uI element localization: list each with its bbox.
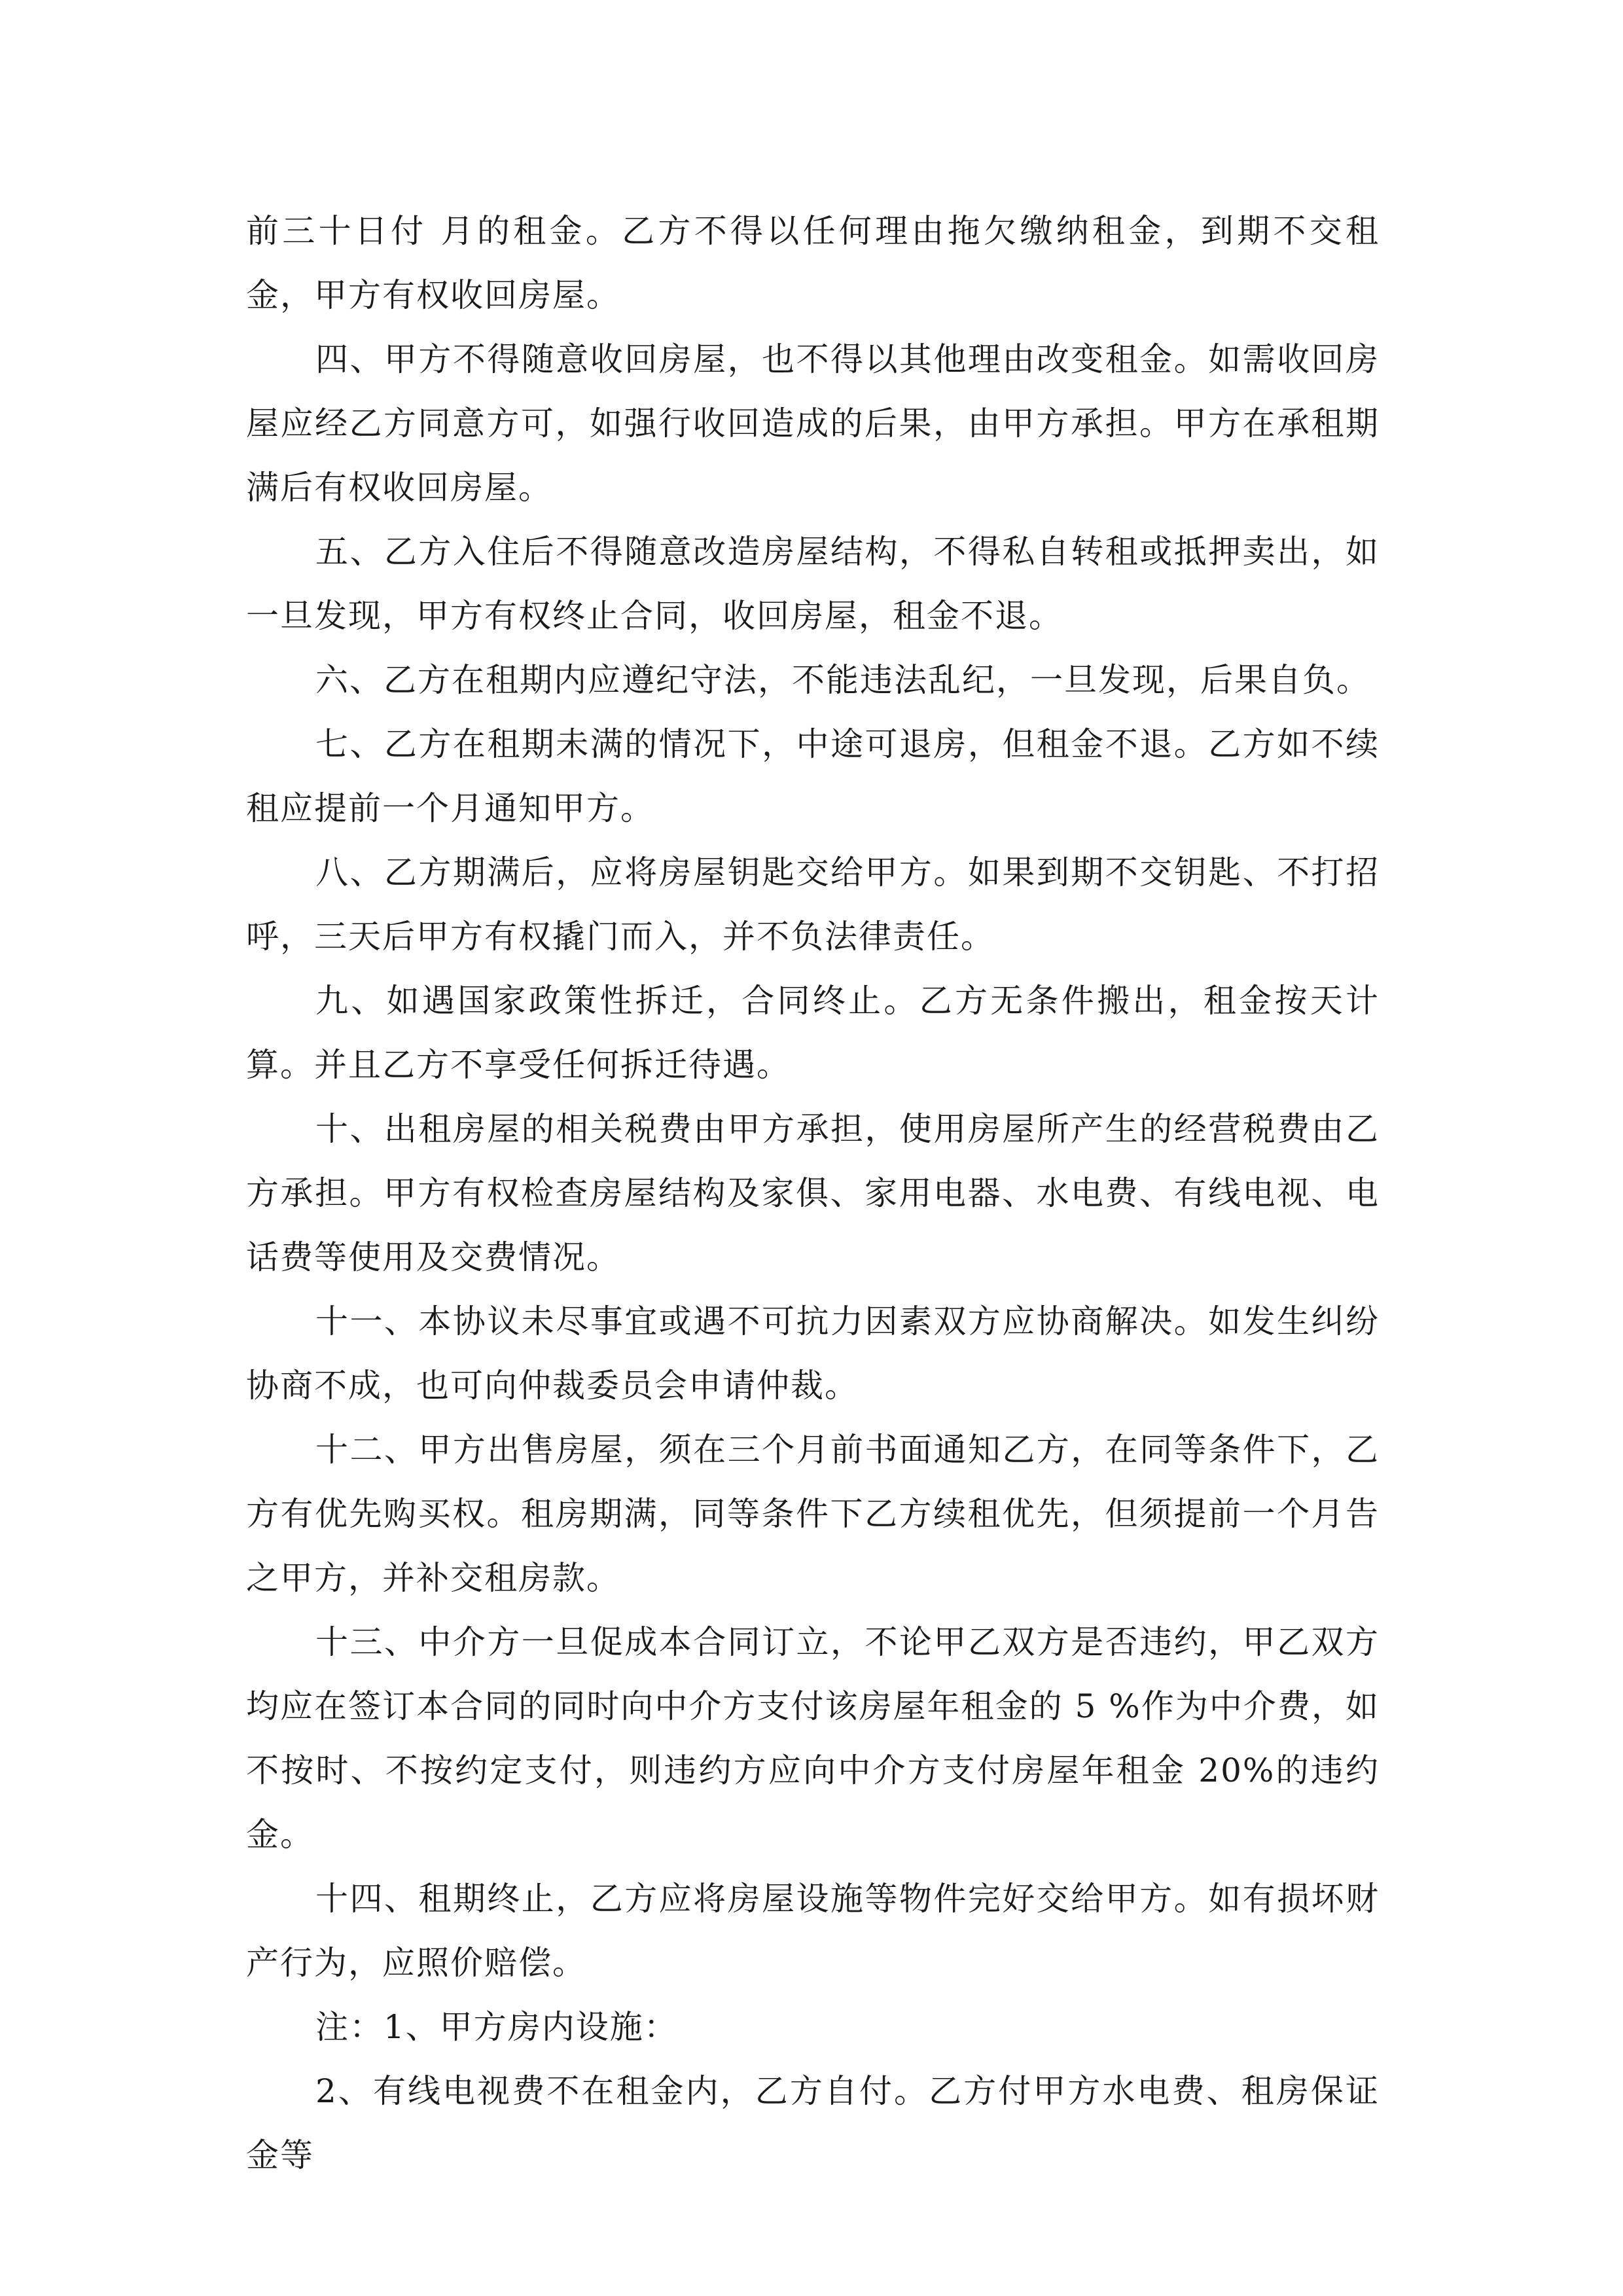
document-body: [246, 199, 1380, 2187]
paragraph-clause-6: 六、乙方在租期内应遵纪守法，不能违法乱纪，一旦发现，后果自负。: [315, 661, 1370, 699]
paragraph-clause-13: 十三、中介方一旦促成本合同订立，不论甲乙双方是否违约，甲乙双方均应在签订本合同的同时向中介方支付该房屋年租金的 5 %作为中介费，如不按时、不按约定支付，则违约方应向中介方支付房屋年租金 20%的违约金。: [246, 1623, 1380, 1854]
paragraph-clause-8: 八、乙方期满后，应将房屋钥匙交给甲方。如果到期不交钥匙、不打招呼，三天后甲方有权撬门而入，并不负法律责任。: [246, 853, 1380, 956]
paragraph-note-2: 2、有线电视费不在租金内，乙方自付。乙方付甲方水电费、租房保证金等: [246, 2072, 1380, 2174]
paragraph-clause-10: 十、出租房屋的相关税费由甲方承担，使用房屋所产生的经营税费由乙方承担。甲方有权检查房屋结构及家俱、家用电器、水电费、有线电视、电话费等使用及交费情况。: [246, 1110, 1380, 1276]
paragraph-clause-9: 九、如遇国家政策性拆迁，合同终止。乙方无条件搬出，租金按天计算。并且乙方不享受任何拆迁待遇。: [246, 982, 1380, 1084]
paragraph-clause-11: 十一、本协议未尽事宜或遇不可抗力因素双方应协商解决。如发生纠纷协商不成，也可向仲裁委员会申请仲裁。: [246, 1302, 1380, 1405]
paragraph-clause-7: 七、乙方在租期未满的情况下，中途可退房，但租金不退。乙方如不续租应提前一个月通知甲方。: [246, 725, 1380, 827]
paragraph-note-1: 注：1、甲方房内设施：: [315, 2008, 678, 2046]
paragraph-clause-5: 五、乙方入住后不得随意改造房屋结构，不得私自转租或抵押卖出，如一旦发现，甲方有权终止合同，收回房屋，租金不退。: [246, 533, 1380, 635]
paragraph-clause-4: 四、甲方不得随意收回房屋，也不得以其他理由改变租金。如需收回房屋应经乙方同意方可，如强行收回造成的后果，由甲方承担。甲方在承租期满后有权收回房屋。: [246, 340, 1380, 507]
paragraph-clause-12: 十二、甲方出售房屋，须在三个月前书面通知乙方，在同等条件下，乙方有优先购买权。租房期满，同等条件下乙方续租优先，但须提前一个月告之甲方，并补交租房款。: [246, 1431, 1380, 1597]
paragraph-rent-payment: 前三十日付 月的租金。乙方不得以任何理由拖欠缴纳租金，到期不交租金，甲方有权收回房屋。: [246, 212, 1380, 314]
paragraph-clause-14: 十四、租期终止，乙方应将房屋设施等物件完好交给甲方。如有损坏财产行为，应照价赔偿。: [246, 1880, 1380, 1982]
